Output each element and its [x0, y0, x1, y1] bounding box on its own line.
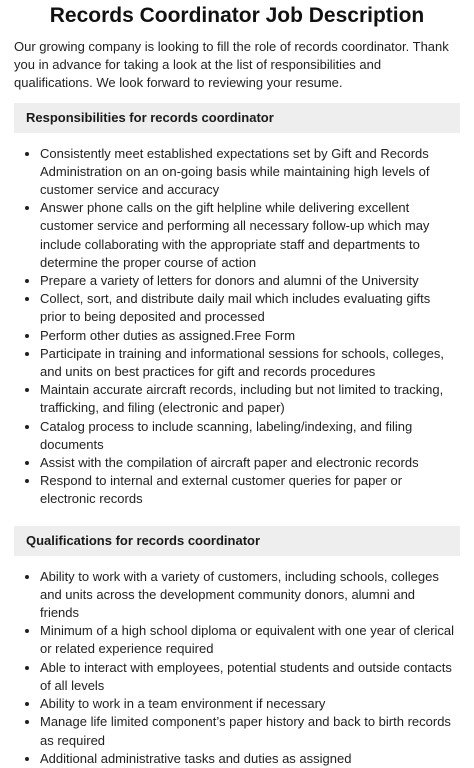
list-item: • Consistently meet established expectations set by Gift and Records Administration on an on-going basis while maintaining high levels of customer service and accuracy [40, 145, 456, 200]
list-item: • Assist with the compilation of aircraft paper and electronic records [40, 454, 456, 472]
list-item: • Catalog process to include scanning, labeling/indexing, and filing documents [40, 418, 456, 454]
list-item: • Ability to work in a team environment if necessary [40, 695, 456, 713]
page-title: Records Coordinator Job Description [49, 4, 425, 27]
list-item: • Participate in training and informational sessions for schools, colleges, and units on best practices for gift and records procedures [40, 345, 456, 381]
list-item: • Minimum of a high school diploma or equivalent with one year of clerical or related experience required [40, 622, 456, 658]
list-item: • Manage life limited component’s paper history and back to birth records as required [40, 713, 456, 749]
list-item: • Additional administrative tasks and duties as assigned [40, 750, 456, 768]
responsibilities-heading: Responsibilities for records coordinator [14, 103, 460, 133]
list-item: • Prepare a variety of letters for donors and alumni of the University [40, 272, 456, 290]
qualifications-heading: Qualifications for records coordinator [14, 526, 460, 556]
responsibilities-list [14, 145, 456, 509]
list-item: • Perform other duties as assigned.Free Form [40, 327, 456, 345]
list-item: • Maintain accurate aircraft records, including but not limited to tracking, trafficking, and filing (electronic and paper) [40, 381, 456, 417]
intro-paragraph: Our growing company is looking to fill the role of records coordinator. Thank you in advance for taking a look at the list of responsibilities and qualifications. We look forward to reviewing your resume. [14, 39, 449, 91]
list-item: • Able to interact with employees, potential students and outside contacts of all levels [40, 659, 456, 695]
list-item: • Respond to internal and external customer queries for paper or electronic records [40, 472, 456, 508]
list-item: • Collect, sort, and distribute daily mail which includes evaluating gifts prior to being deposited and processed [40, 290, 456, 326]
qualifications-list [14, 568, 456, 768]
list-item: • Answer phone calls on the gift helpline while delivering excellent customer service and performing all necessary follow-up which may include collaborating with the appropriate staff and departments to determine the proper course of action [40, 199, 456, 272]
list-item: • Ability to work with a variety of customers, including schools, colleges and units across the development community donors, alumni and friends [40, 568, 456, 623]
